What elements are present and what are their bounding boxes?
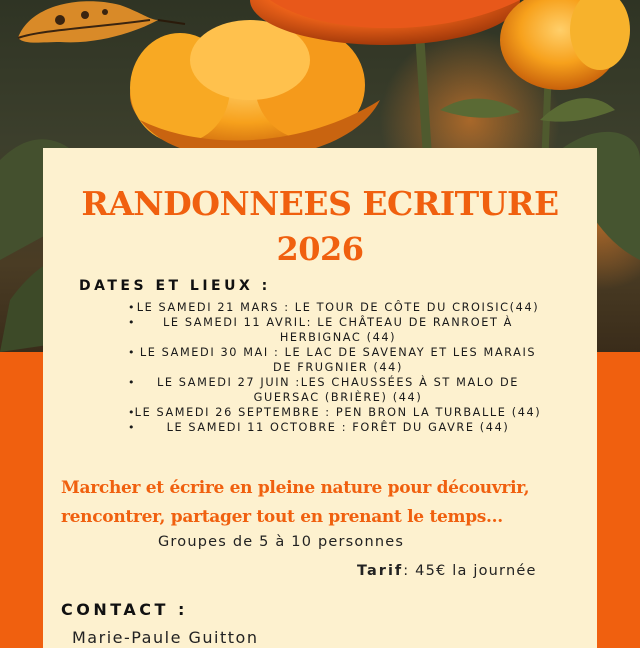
list-item (118, 315, 548, 345)
date-entry-text: LE SAMEDI 21 MARS : LE TOUR DE CÔTE DU CROISIC(44) (136, 301, 540, 314)
date-entry-text: LE SAMEDI 26 SEPTEMBRE : PEN BRON LA TURBALLE (44) (134, 406, 542, 419)
dates-heading: DATES ET LIEUX : (79, 278, 271, 294)
poster-year: 2026 (276, 230, 364, 268)
group-size-text: Groupes de 5 à 10 personnes (158, 534, 405, 550)
bullet-icon: • (128, 301, 137, 314)
date-entry-text: LE SAMEDI 27 JUIN :LES CHAUSSÉES À ST MALO DE GUERSAC (BRIÈRE) (44) (156, 376, 519, 404)
bullet-icon: • (128, 376, 137, 389)
list-item (118, 405, 548, 420)
bullet-icon: • (128, 406, 137, 419)
price-line (357, 563, 537, 579)
price-label: Tarif (357, 563, 404, 579)
list-item (118, 420, 548, 435)
bullet-icon: • (128, 421, 137, 434)
date-entry-text: LE SAMEDI 11 OCTOBRE : FORÊT DU GAVRE (44) (166, 421, 510, 434)
date-entry-text: LE SAMEDI 30 MAI : LE LAC DE SAVENAY ET LES MARAIS DE FRUGNIER (44) (139, 346, 537, 374)
date-entry-text: LE SAMEDI 11 AVRIL: LE CHÂTEAU DE RANROET À HERBIGNAC (44) (163, 316, 513, 344)
bullet-icon: • (128, 316, 137, 329)
tagline: Marcher et écrire en pleine nature pour découvrir, rencontrer, partager tout en prenant le temps... (61, 478, 530, 527)
butterfly-icon (18, 1, 185, 42)
list-item (118, 300, 548, 315)
contact-name: Marie-Paule Guitton (72, 628, 259, 647)
bullet-icon: • (128, 346, 137, 359)
list-item (118, 375, 548, 405)
list-item (118, 345, 548, 375)
price-value: : 45€ la journée (403, 563, 537, 579)
dates-list (118, 300, 548, 435)
contact-heading: CONTACT : (61, 600, 188, 619)
poster-title: RANDONNEES ECRITURE (81, 184, 559, 223)
